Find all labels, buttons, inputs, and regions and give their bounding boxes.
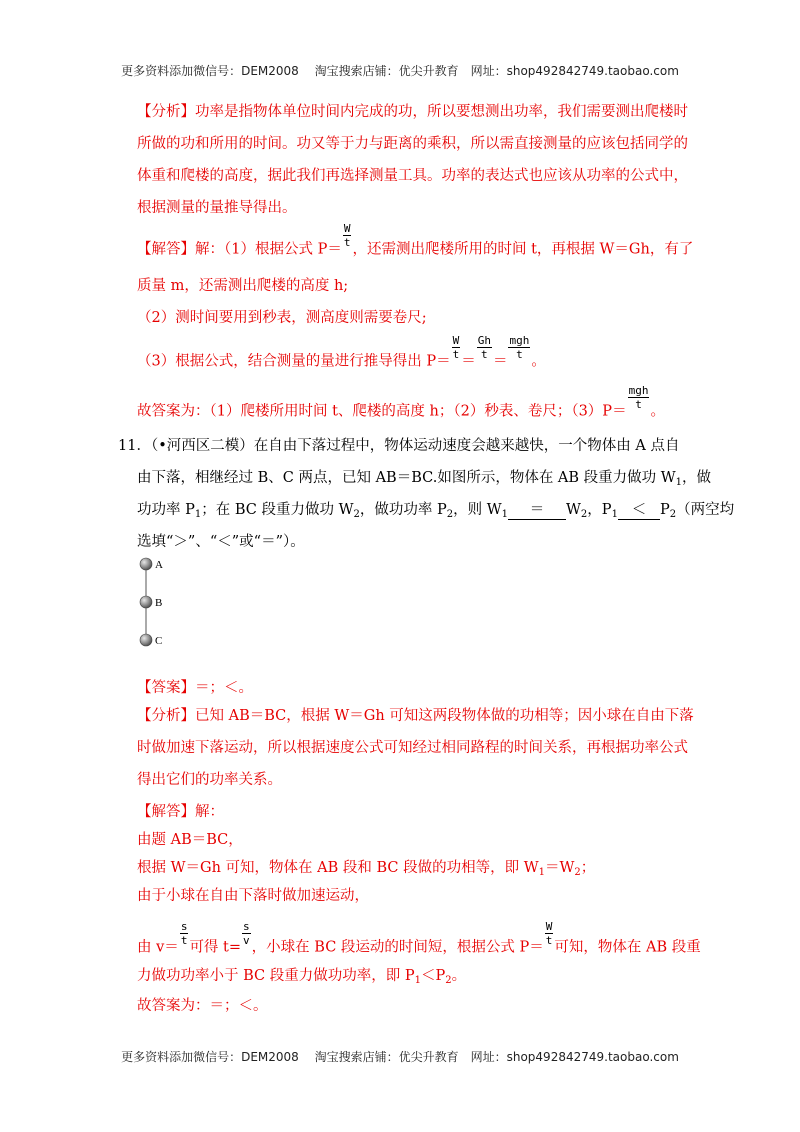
label-b: B — [155, 597, 163, 609]
fraction-s-v: $\frac{s}{v}$ — [243, 920, 250, 947]
solution-line: 质量 m，还需测出爬楼的高度 h; — [137, 278, 349, 294]
question-line: 11．（•河西区二模）在自由下落过程中，物体运动速度会越来越快，一个物体由 A 点自 — [118, 438, 680, 454]
solution-line: 由 v＝ $\frac{s}{t}$ 可得 t= $\frac{s}{v}$ ，小球在 BC 段运动的时间短，根据公式 P＝ $\frac{W}{t}$ 可知，物体在 AB 段重 — [137, 920, 701, 956]
question-line: 功功率 $P_1$；在 BC 段重力做功 $W_2$，做功功率 $P_2$，则 $W_1 = W_2$，$P_1 < P_2$（两空均 — [137, 498, 734, 520]
solution-line: （3）根据公式，结合测量的量进行推导得出 P＝ $\frac{W}{t}$ ＝ $\frac{Gh}{t}$ ＝ $\frac{\text{mgh}}{t}$ 。 — [137, 334, 546, 370]
solution-line: 由题 AB＝BC， — [137, 832, 243, 848]
fraction-s-t: $\frac{s}{t}$ — [180, 920, 188, 947]
solution-line: 【解答】解：（1）根据公式 P＝ $\frac{W}{t}$ ，还需测出爬楼所用的时间 t，再根据 W＝Gh，有了 — [137, 222, 694, 258]
analysis-line: 得出它们的功率关系。 — [137, 772, 282, 788]
solution-line: 根据 W＝Gh 可知，物体在 AB 段和 BC 段做的功相等，即 $W_1=W_2$； — [137, 860, 596, 878]
answer-blank-1: ＝ — [508, 498, 566, 520]
question-line: 由下落，相继经过 B、C 两点，已知 AB＝BC.如图所示，物体在 AB 段重力做功 $W_1$，做 — [137, 470, 712, 488]
fraction-mgh-t: $\frac{\text{mgh}}{t}$ — [509, 334, 530, 361]
fraction-w-t: $\frac{W}{t}$ — [452, 334, 460, 361]
ball-b — [140, 596, 152, 608]
solution-line: 【解答】解： — [137, 804, 224, 820]
fraction-w-t: $\frac{W}{t}$ — [545, 920, 553, 947]
page-header: 更多资料添加微信号：DEM2008 淘宝搜索店铺：优尖升教育 网址：shop492842749.taobao.com — [121, 64, 679, 78]
solution-line: 由于小球在自由下落时做加速运动， — [137, 888, 369, 904]
answer-line: 故答案为：（1）爬楼所用时间 t、爬楼的高度 h；（2）秒表、卷尺；（3）P＝ $\frac{\text{mgh}}{t}$ 。 — [137, 384, 665, 420]
analysis-line: 根据测量的量推导得出。 — [137, 200, 297, 216]
label-a: A — [155, 559, 163, 571]
analysis-line: 【分析】功率是指物体单位时间内完成的功，所以要想测出功率，我们需要测出爬楼时 — [137, 104, 688, 120]
answer-blank-2: ＜ — [618, 498, 660, 520]
label-c: C — [155, 635, 163, 647]
ball-a — [140, 558, 152, 570]
fraction-gh-t: $\frac{Gh}{t}$ — [477, 334, 491, 361]
power-fraction: $\frac{W}{t}$ — [343, 222, 351, 249]
fraction-mgh-t: $\frac{\text{mgh}}{t}$ — [628, 384, 649, 411]
analysis-line: 所做的功和所用的时间。功又等于力与距离的乘积，所以需直接测量的应该包括同学的 — [137, 136, 688, 152]
question-line: 选填“＞”、“＜”或“＝”）。 — [137, 534, 305, 550]
answer-line: 【答案】＝；＜。 — [137, 680, 253, 696]
analysis-line: 时做加速下落运动，所以根据速度公式可知经过相同路程的时间关系，再根据功率公式 — [137, 740, 688, 756]
answer-line: 故答案为：＝；＜。 — [137, 998, 268, 1014]
analysis-line: 体重和爬楼的高度，据此我们再选择测量工具。功率的表达式也应该从功率的公式中， — [137, 168, 688, 184]
solution-line: 力做功功率小于 BC 段重力做功功率，即 $P_1<P_2$。 — [137, 968, 467, 986]
solution-line: （2）测时间要用到秒表，测高度则需要卷尺; — [137, 310, 427, 326]
ball-c — [140, 634, 152, 646]
page-footer: 更多资料添加微信号：DEM2008 淘宝搜索店铺：优尖升教育 网址：shop492842749.taobao.com — [121, 1050, 679, 1064]
falling-ball-diagram — [138, 556, 198, 652]
analysis-line: 【分析】已知 AB＝BC，根据 W＝Gh 可知这两段物体做的功相等；因小球在自由下落 — [137, 708, 694, 724]
